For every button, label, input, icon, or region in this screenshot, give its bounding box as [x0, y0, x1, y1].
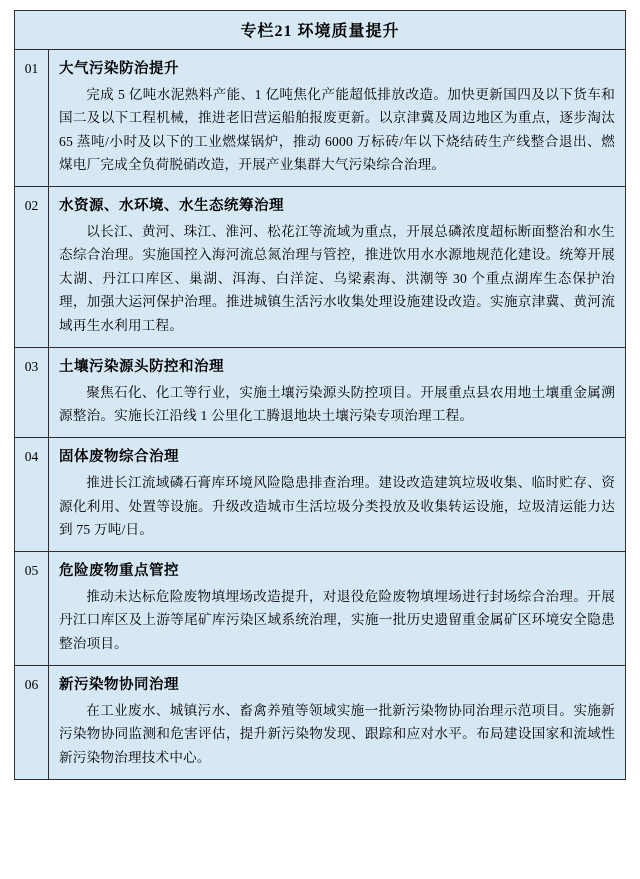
item-text: 聚焦石化、化工等行业，实施土壤污染源头防控项目。开展重点县农用地土壤重金属溯源整治。实施长江沿线 1 公里化工腾退地块土壤污染专项治理工程。: [59, 384, 615, 423]
item-number: 05: [15, 552, 49, 665]
item-text: 在工业废水、城镇污水、畜禽养殖等领域实施一批新污染物协同治理示范项目。实施新污染物协同监测和危害评估，提升新污染物发现、跟踪和应对水平。布局建设国家和流域性新污染物治理技术中心。: [59, 702, 615, 765]
item-title: 水资源、水环境、水生态统筹治理: [59, 198, 284, 215]
box-title: 专栏21 环境质量提升: [15, 11, 625, 50]
table-row: [15, 187, 625, 348]
item-text: 以长江、黄河、珠江、淮河、松花江等流域为重点，开展总磷浓度超标断面整治和水生态综合治理。实施国控入海河流总氮治理与管控，推进饮用水水源地规范化建设。统筹开展太湖、丹江口库区、巢湖、洱海、白洋淀、乌梁素海、洪潮等 30 个重点湖库生态保护治理，加强大运河保护治理。推进城镇生活污水收集处理设施建设改造。实施京津冀、黄河流域再生水利用工程。: [59, 224, 615, 333]
item-title: 固体废物综合治理: [59, 449, 179, 466]
item-body: [49, 552, 625, 665]
item-text: 完成 5 亿吨水泥熟料产能、1 亿吨焦化产能超低排放改造。加快更新国四及以下货车和国二及以下工程机械，推进老旧营运船舶报废更新。以京津冀及周边地区为重点，逐步淘汰 65 蒸吨/小时及以下的工业燃煤锅炉，推动 6000 万标砖/年以下烧结砖生产线整合退出、燃煤电厂完成全负荷脱硝改造，开展产业集群大气污染综合治理。: [59, 86, 615, 172]
item-title: 土壤污染源头防控和治理: [59, 358, 224, 375]
item-number: 04: [15, 438, 49, 551]
item-body: [49, 348, 625, 438]
table-row: [15, 438, 625, 552]
item-title: 大气污染防治提升: [59, 61, 179, 77]
item-number: 06: [15, 666, 49, 779]
item-body: [49, 438, 625, 551]
item-text: 推进长江流域磷石膏库环境风险隐患排查治理。建设改造建筑垃圾收集、临时贮存、资源化利用、处置等设施。升级改造城市生活垃圾分类投放及收集转运设施，垃圾清运能力达到 75 万吨/日。: [59, 475, 615, 537]
item-body: [49, 50, 625, 186]
document-page: [0, 10, 640, 879]
item-title: 新污染物协同治理: [59, 677, 179, 694]
item-number: 03: [15, 348, 49, 438]
item-body: [49, 666, 625, 779]
item-number: 01: [15, 50, 49, 186]
feature-box: [14, 10, 626, 780]
table-row: [15, 666, 625, 779]
item-number: 02: [15, 187, 49, 347]
item-title: 危险废物重点管控: [59, 563, 179, 580]
item-text: 推动未达标危险废物填埋场改造提升，对退役危险废物填埋场进行封场综合治理。开展丹江口库区及上游等尾矿库污染区域系统治理，实施一批历史遗留重金属矿区环境安全隐患整治项目。: [59, 589, 615, 651]
item-body: [49, 187, 625, 347]
table-row: [15, 552, 625, 666]
table-row: [15, 348, 625, 439]
table-row: [15, 50, 625, 187]
